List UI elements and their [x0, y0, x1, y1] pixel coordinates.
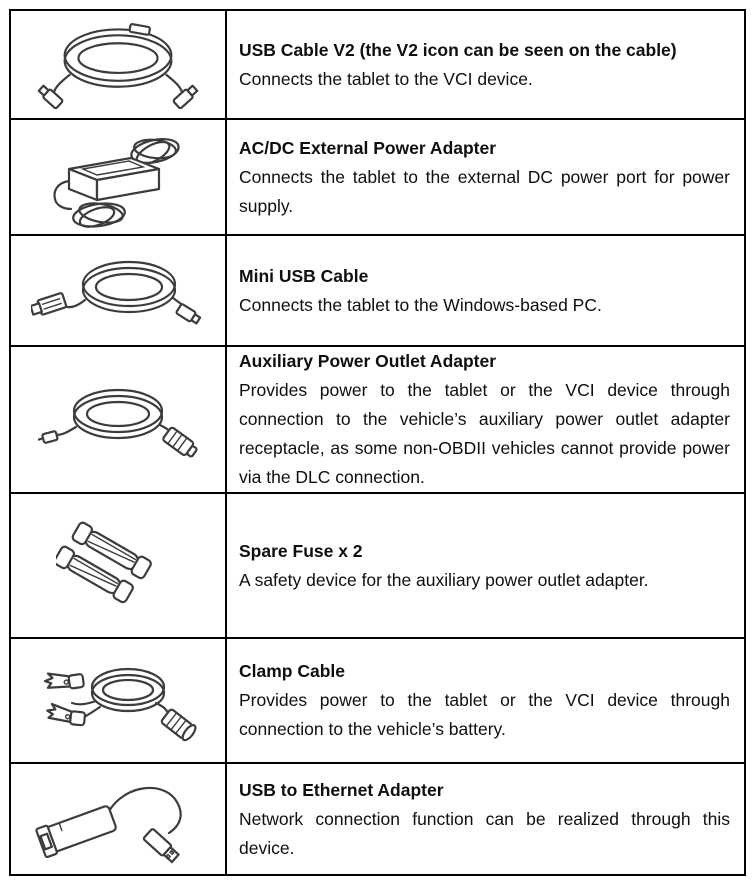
item-image-cell	[11, 120, 227, 234]
usb-to-ethernet-adapter-illustration	[33, 769, 203, 869]
item-text-cell	[227, 120, 744, 234]
item-text-cell	[227, 11, 744, 118]
usb-cable-v2-illustration	[34, 17, 202, 112]
mini-usb-cable-illustration	[31, 248, 206, 333]
ac-dc-power-adapter-illustration	[43, 125, 193, 230]
item-image-cell	[11, 11, 227, 118]
item-description: Connects the tablet to the VCI device.	[239, 68, 533, 89]
item-description: Provides power to the tablet or the VCI device through connection to the vehicle’s battery.	[239, 690, 730, 739]
item-title: Clamp Cable	[239, 661, 345, 681]
spare-fuse-illustration	[56, 510, 181, 622]
item-description: Provides power to the tablet or the VCI device through connection to the vehicle’s auxiliary power outlet adapter receptacle, as some non-OBDII vehicles cannot provide power via the DLC connection.	[239, 380, 730, 487]
item-text-cell	[227, 764, 744, 874]
clamp-cable-illustration	[36, 653, 201, 748]
item-description: Connects the tablet to the external DC power port for power supply.	[239, 166, 730, 216]
item-title: Mini USB Cable	[239, 265, 369, 286]
table-row	[11, 637, 744, 762]
item-image-cell	[11, 236, 227, 345]
item-image-cell	[11, 764, 227, 874]
accessories-table	[9, 9, 746, 876]
item-image-cell	[11, 639, 227, 762]
item-text-cell	[227, 236, 744, 345]
auxiliary-power-outlet-adapter-illustration	[38, 377, 198, 462]
table-row	[11, 234, 744, 345]
item-description: A safety device for the auxiliary power outlet adapter.	[239, 569, 649, 590]
item-title: Auxiliary Power Outlet Adapter	[239, 351, 497, 371]
table-row	[11, 11, 744, 118]
item-image-cell	[11, 494, 227, 637]
item-description: Connects the tablet to the Windows-based PC.	[239, 294, 602, 315]
item-text-cell	[227, 347, 744, 492]
item-title: USB to Ethernet Adapter	[239, 779, 444, 800]
table-row	[11, 762, 744, 874]
table-row	[11, 118, 744, 234]
item-title: USB Cable V2 (the V2 icon can be seen on the cable)	[239, 39, 677, 60]
item-description: Network connection function can be realized through this device.	[239, 808, 730, 858]
table-row	[11, 492, 744, 637]
item-title: AC/DC External Power Adapter	[239, 137, 497, 158]
item-image-cell	[11, 347, 227, 492]
item-text-cell	[227, 494, 744, 637]
item-text-cell	[227, 639, 744, 762]
table-row	[11, 345, 744, 492]
item-title: Spare Fuse x 2	[239, 540, 363, 561]
